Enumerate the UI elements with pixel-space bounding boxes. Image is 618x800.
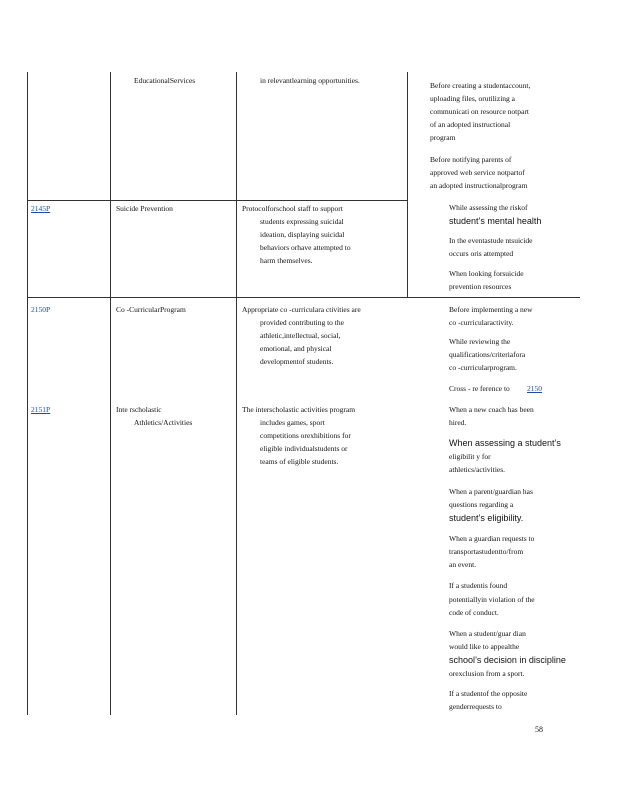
column-divider-3 xyxy=(407,72,408,298)
row-divider-1 xyxy=(27,200,407,201)
page-number: 58 xyxy=(535,725,543,734)
item-line: eligibilit y for xyxy=(449,452,491,461)
item-line: prevention resources xyxy=(449,282,512,291)
item-line: co -curricularactivity. xyxy=(449,318,514,327)
row-title: EducationalServices xyxy=(134,76,196,85)
item-line: transportastudentto/from xyxy=(449,547,524,556)
row-description: in relevantlearning opportunities. xyxy=(260,76,360,85)
item-line: Before creating a studentaccount, xyxy=(430,81,531,90)
item-line: Before implementing a new xyxy=(449,305,533,314)
item-line: approved web service notpartof xyxy=(430,168,525,177)
item-line: an adopted instructionalprogram xyxy=(430,181,528,190)
policy-code-link[interactable]: 2151P xyxy=(31,405,51,414)
item-line: If a studentof the opposite xyxy=(449,689,528,698)
item-line: When a new coach has been xyxy=(449,405,534,414)
item-line: athletics/activities. xyxy=(449,465,506,474)
row-title: Inte rscholastic xyxy=(116,405,162,414)
row-description: provided contributing to the xyxy=(260,318,344,327)
item-line: When a student/guar dian xyxy=(449,629,526,638)
row-description: The interscholastic activities program xyxy=(242,405,356,414)
item-line: hired. xyxy=(449,418,467,427)
item-line: questions regarding a xyxy=(449,500,514,509)
item-line: school’s decision in discipline xyxy=(449,655,566,665)
item-line: When a parent/guardian has xyxy=(449,487,533,496)
row-description: developmentof students. xyxy=(260,357,334,366)
item-line: of an adopted instructional xyxy=(430,120,511,129)
row-description: behaviors orhave attempted to xyxy=(260,243,351,252)
cross-reference-link[interactable]: 2150 xyxy=(527,384,542,393)
item-line: code of conduct. xyxy=(449,608,499,617)
row-title: Suicide Prevention xyxy=(116,204,173,213)
item-line: In the eventastude ntsuicide xyxy=(449,236,533,245)
row-description: athletic,intellectual, social, xyxy=(260,331,341,340)
item-line: occurs oris attempted xyxy=(449,249,514,258)
item-line: Cross - re ference to xyxy=(449,384,510,393)
item-line: uploading files, orutilizing a xyxy=(430,94,515,103)
row-title: Athletics/Activities xyxy=(134,418,193,427)
item-line: While reviewing the xyxy=(449,337,511,346)
item-line: program xyxy=(430,133,456,142)
item-line: genderrequests to xyxy=(449,702,502,711)
column-divider-2 xyxy=(236,72,237,715)
row-description: competitions orexhibitions for xyxy=(260,431,351,440)
row-description: includes games, sport xyxy=(260,418,325,427)
row-description: teams of eligible students. xyxy=(260,457,339,466)
policy-code: 2150P xyxy=(31,305,51,314)
row-title: Co -CurricularProgram xyxy=(116,305,186,314)
row-description: Protocolforschool staff to support xyxy=(242,204,343,213)
item-line: student’s mental health xyxy=(449,216,542,226)
item-line: If a studentis found xyxy=(449,581,508,590)
item-line: qualifications/criteriafora xyxy=(449,350,526,359)
row-description: Appropriate co -curriculara ctivities are xyxy=(242,305,361,314)
item-line: When looking forsuicide xyxy=(449,269,524,278)
row-description: harm themselves. xyxy=(260,256,313,265)
row-description: emotional, and physical xyxy=(260,344,332,353)
policy-code-link[interactable]: 2145P xyxy=(31,204,51,213)
item-line: would like to appealthe xyxy=(449,642,520,651)
row-divider-2 xyxy=(27,297,580,298)
item-line: an event. xyxy=(449,560,477,569)
item-line: communicati on resource notpart xyxy=(430,107,529,116)
row-description: ideation, displaying suicidal xyxy=(260,230,345,239)
item-line: student’s eligibility. xyxy=(449,513,524,523)
item-line: orexclusion from a sport. xyxy=(449,669,525,678)
row-description: eligible individualstudents or xyxy=(260,444,348,453)
item-line: co -curricularprogram. xyxy=(449,363,517,372)
item-line: While assessing the riskof xyxy=(449,203,528,212)
row-description: students expressing suicidal xyxy=(260,217,344,226)
item-line: Before notifying parents of xyxy=(430,155,512,164)
item-line: When a guardian requests to xyxy=(449,534,535,543)
table-border-left xyxy=(27,72,28,715)
item-line: When assessing a student’s xyxy=(449,438,561,448)
column-divider-1 xyxy=(110,72,111,715)
item-line: potentiallyin violation of the xyxy=(449,595,535,604)
